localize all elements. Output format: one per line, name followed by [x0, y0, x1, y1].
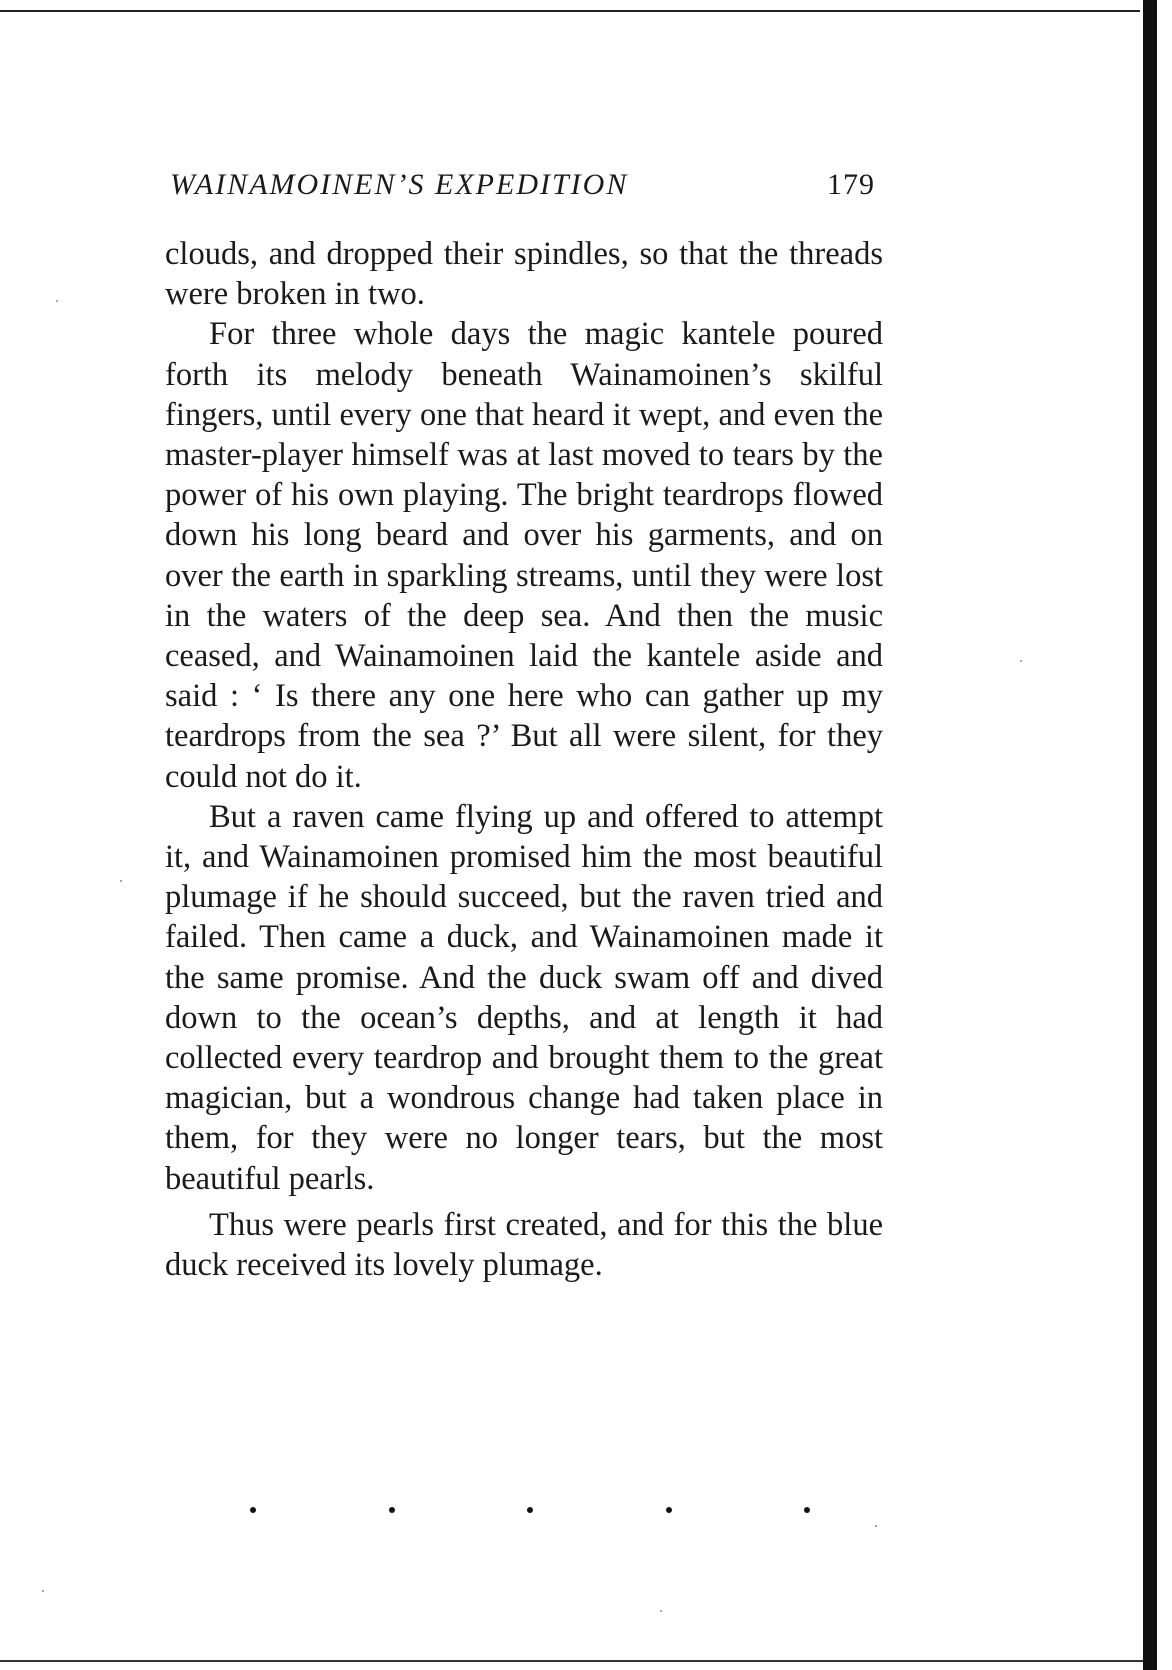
paragraph-continued: clouds, and dropped their spindles, so that the threads were broken in two. [165, 236, 883, 313]
running-title: WAINAMOINEN’S EXPEDITION [170, 168, 629, 201]
paper-speck [120, 880, 122, 882]
right-margin [1157, 0, 1172, 1670]
bottom-page-edge [0, 1660, 1143, 1662]
ornament-dot [527, 1507, 533, 1513]
page-number: 179 [827, 168, 875, 201]
paper-speck [660, 1610, 662, 1612]
running-head [170, 168, 875, 208]
paragraph: But a raven came flying up and offered to attempt it, and Wainamoinen promised him the most beautiful plumage if he should succeed, but the raven tried and failed. Then came a duck, and Wainamoinen made it the same promise. And the duck swam off and dived down to the ocean’s depths, and at length it had collected every teardrop and brought them to the great magician, but a wondrous change had taken place in them, for they were no longer tears, but the most beautiful pearls. [165, 798, 883, 1197]
ornament-dot [804, 1507, 810, 1513]
paper-speck [1020, 660, 1022, 662]
paper-speck [875, 1525, 877, 1527]
ornament-dot [250, 1507, 256, 1513]
right-binding-edge [1143, 0, 1157, 1670]
ornament-dot [666, 1507, 672, 1513]
paragraph: For three whole days the magic kantele poured forth its melody beneath Wainamoinen’s skilful fingers, until every one that heard it wept, and even the master-player himself was at last moved to tears by the power of his own playing. The bright teardrops flowed down his long beard and over his garments, and on over the earth in sparkling streams, until they were lost in the waters of the deep sea. And then the music ceased, and Wainamoinen laid the kantele aside and said : ‘ Is there any one here who can gather up my teardrops from the sea ?’ But all were silent, for they could not do it. [165, 316, 883, 795]
body-text [165, 234, 883, 1285]
section-break-ornament [250, 1500, 810, 1520]
paper-speck [56, 300, 58, 302]
paper-speck [42, 1590, 44, 1592]
paragraph: Thus were pearls first created, and for this the blue duck received its lovely plumage. [165, 1206, 883, 1284]
ornament-dot [389, 1507, 395, 1513]
top-page-edge [0, 10, 1140, 12]
